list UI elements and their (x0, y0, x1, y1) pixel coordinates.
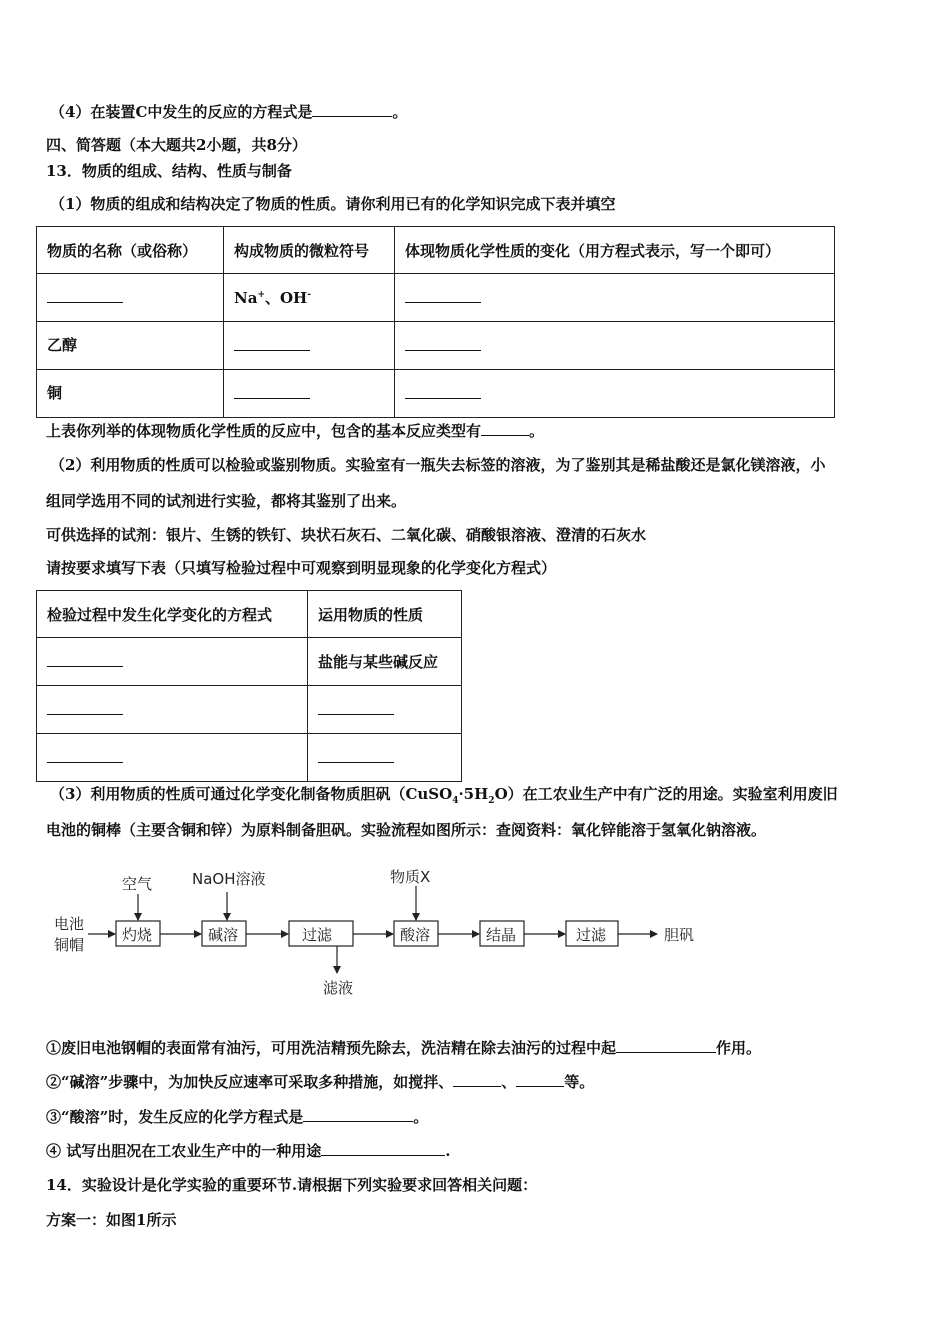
answer-blank[interactable] (481, 420, 529, 436)
table-row (37, 638, 462, 686)
properties-table (36, 226, 835, 418)
answer-blank[interactable] (321, 1140, 445, 1156)
input-naoh-label: NaOH溶液 (192, 870, 266, 888)
step-label: 过滤 (576, 926, 607, 944)
property-text: 盐能与某些碱反应 (308, 638, 462, 686)
answer-blank[interactable] (47, 652, 123, 667)
answer-blank[interactable] (405, 384, 481, 399)
answer-blank[interactable] (47, 700, 123, 715)
table-header: 构成物质的微粒符号 (224, 227, 395, 274)
particle-symbol: Na+、OH- (224, 274, 395, 322)
sub-question-1: ①废旧电池钢帽的表面常有油污，可用洗洁精预先除去，洗洁精在除去油污的过程中起 作用。 (46, 1039, 762, 1057)
q13-part1: （1）物质的组成和结构决定了物质的性质。请你利用已有的化学知识完成下表并填空 (50, 195, 616, 213)
sub-question-4: ④ 试写出胆况在工农业生产中的一种用途 . (46, 1142, 451, 1160)
answer-blank[interactable] (318, 748, 394, 763)
answer-blank[interactable] (234, 336, 310, 351)
step-label: 酸溶 (400, 926, 431, 944)
answer-blank[interactable] (47, 748, 123, 763)
question-13-title: 13．物质的组成、结构、性质与制备 (46, 162, 292, 180)
answer-blank[interactable] (47, 288, 123, 303)
table-header-row (37, 227, 835, 274)
flow-start-label: 电池 (54, 915, 85, 933)
sub-question-3: ③“酸溶”时，发生反应的化学方程式是 。 (46, 1108, 429, 1126)
process-flow-diagram (40, 862, 720, 1002)
flow-arrows (88, 886, 657, 973)
answer-blank[interactable] (616, 1037, 716, 1053)
q13-part2-line2: 组同学选用不同的试剂进行实验，都将其鉴别了出来。 (46, 492, 407, 510)
answer-blank[interactable] (516, 1071, 564, 1087)
table-row (37, 322, 835, 370)
q13-part2-line1: （2）利用物质的性质可以检验或鉴别物质。实验室有一瓶失去标签的溶液，为了鉴别其是稀盐酸还是氯化镁溶液，小 (50, 456, 826, 474)
step-label: 灼烧 (122, 926, 153, 944)
section-heading: 四、简答题（本大题共2小题，共8分） (46, 136, 307, 154)
question-14: 14．实验设计是化学实验的重要环节.请根据下列实验要求回答相关问题： (46, 1176, 538, 1194)
substance-name: 铜 (37, 370, 224, 418)
fill-instruction: 请按要求填写下表（只填写检验过程中可观察到明显现象的化学变化方程式） (46, 559, 557, 577)
plan-one: 方案一：如图1所示 (46, 1211, 177, 1229)
answer-blank[interactable] (453, 1071, 501, 1087)
answer-blank[interactable] (318, 700, 394, 715)
table-header: 物质的名称（或俗称） (37, 227, 224, 274)
table-row (37, 734, 462, 782)
flow-start-label: 铜帽 (54, 936, 85, 954)
answer-blank[interactable] (405, 336, 481, 351)
product-label: 胆矾 (664, 926, 695, 944)
table-header: 运用物质的性质 (308, 591, 462, 638)
q12-part4: （4）在装置C中发生的反应的方程式是 。 (50, 103, 408, 121)
answer-blank[interactable] (405, 288, 481, 303)
step-label: 结晶 (486, 926, 517, 944)
table-row (37, 274, 835, 322)
table-row (37, 370, 835, 418)
answer-blank[interactable] (234, 384, 310, 399)
byproduct-label: 滤液 (323, 979, 354, 997)
table-header: 体现物质化学性质的变化（用方程式表示，写一个即可） (395, 227, 835, 274)
step-label: 碱溶 (208, 926, 239, 944)
answer-blank[interactable] (312, 101, 392, 117)
sub-question-2: ②“碱溶”步骤中，为加快反应速率可采取多种措施，如搅拌、 、 等。 (46, 1073, 595, 1091)
input-air-label: 空气 (122, 875, 153, 893)
identification-table (36, 590, 462, 782)
q13-part3-line2: 电池的铜棒（主要含铜和锌）为原料制备胆矾。实验流程如图所示：查阅资料：氧化锌能溶于氢氧化钠溶液。 (46, 821, 767, 839)
table-row (37, 686, 462, 734)
reaction-type-question: 上表你列举的体现物质化学性质的反应中，包含的基本反应类型有 。 (46, 422, 545, 440)
table-header-row (37, 591, 462, 638)
substance-name: 乙醇 (37, 322, 224, 370)
reagent-list: 可供选择的试剂：银片、生锈的铁钉、块状石灰石、二氧化碳、硝酸银溶液、澄清的石灰水 (46, 526, 647, 544)
table-header: 检验过程中发生化学变化的方程式 (37, 591, 308, 638)
step-label: 过滤 (302, 926, 333, 944)
answer-blank[interactable] (303, 1106, 413, 1122)
input-x-label: 物质X (390, 868, 431, 886)
q13-part3-line1: （3）利用物质的性质可通过化学变化制备物质胆矾$(CuSO_4\cdot 5H_2O)$在工农业生产中有广泛的用途。实验室利用废旧 (50, 785, 838, 806)
